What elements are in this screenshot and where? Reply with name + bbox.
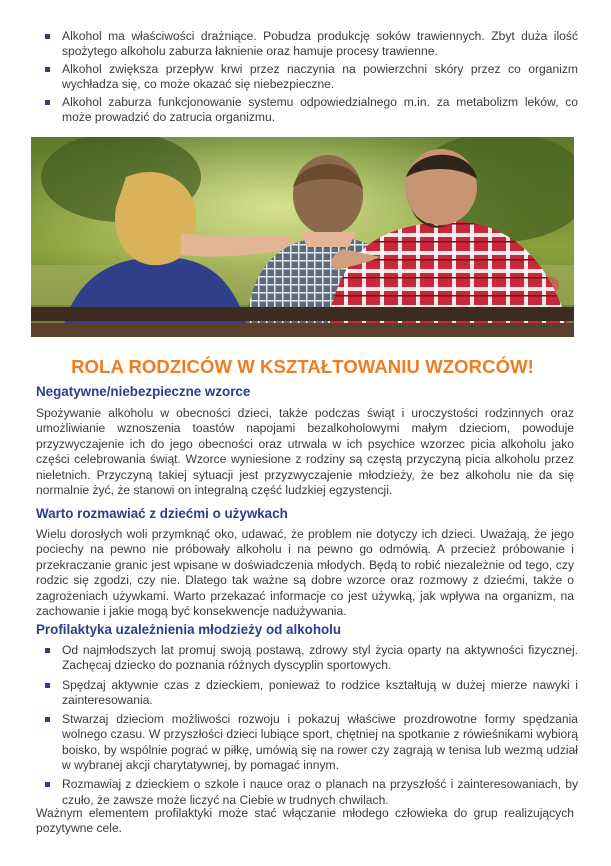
list-item: Alkohol zwiększa przepływ krwi przez naczynia na powierzchni skóry przez co organizm wychładza się, co może okazać się niebezpieczne. xyxy=(36,62,578,92)
alcohol-effects-list xyxy=(36,29,578,128)
list-item: Od najmłodszych lat promuj swoją postawą, zdrowy styl życia oparty na aktywności fizycznej. Zachęcaj dziecko do poznania różnych dyscyplin sportowych. xyxy=(36,643,578,674)
section-text-talk: Wielu dorosłych woli przymknąć oko, udawać, że problem nie dotyczy ich dzieci. Uważają, że jego pociechy na pewno nie próbowały alkoholu i na pewno go odmówią. A przecież próbowanie i przekraczanie granic jest wpisane w doświadczenia młodych. Będą to robić niezależnie od tego, czy rodzic się zgodzi, czy nie. Dlatego tak ważne są dobre wzorce oraz rozmowy z dziećmi, także o zagrożeniach używkami. Warto przekazać informacje co jest używką, jak wpływa na organizm, na zachowanie i jakie mogą być konsekwencje nadużywania. xyxy=(36,527,574,619)
list-item: Alkohol zaburza funkcjonowanie systemu odpowiedzialnego m.in. za metabolizm leków, co może prowadzić do zatrucia organizmu. xyxy=(36,95,578,125)
square-bullet-icon xyxy=(45,782,50,787)
square-bullet-icon xyxy=(45,67,50,72)
square-bullet-icon xyxy=(45,648,50,653)
list-item: Alkohol ma właściwości drażniące. Pobudza produkcję soków trawiennych. Zbyt duża ilość spożytego alkoholu zaburza łaknienie oraz hamuje procesy trawienne. xyxy=(36,29,578,59)
page-title: ROLA RODZICÓW W KSZTAŁTOWANIU WZORCÓW! xyxy=(71,356,534,377)
closing-text: Ważnym elementem profilaktyki może stać włączanie młodego człowieka do grup realizujących pozytywne cele. xyxy=(36,806,574,836)
square-bullet-icon xyxy=(45,683,50,688)
square-bullet-icon xyxy=(45,34,50,39)
list-item: Stwarzaj dzieciom możliwości rozwoju i pokazuj właściwe prozdrowotne formy spędzania wolnego czasu. W przyszłości dzieci lubiące sport, chętniej na spotkanie z rówieśnikami wybiorą boisko, by wspólnie pograć w piłkę, umówią się na rower czy zagrają w tenisa lub wezmą udział w wybranej akcji charytatywnej, by pomagać innym. xyxy=(36,712,578,773)
list-item: Rozmawiaj z dzieckiem o szkole i nauce oraz o planach na przyszłość i zainteresowaniach, by czuło, że zawsze może liczyć na Ciebie w trudnych chwilach. xyxy=(36,777,578,808)
list-item: Spędzaj aktywnie czas z dzieckiem, ponieważ to rodzice kształtują w dużej mierze nawyki i zainteresowania. xyxy=(36,678,578,709)
section-heading-prevention: Profilaktyka uzależnienia młodzieży od alkoholu xyxy=(36,622,342,637)
section-heading-negative: Negatywne/niebezpieczne wzorce xyxy=(36,384,251,399)
prevention-list xyxy=(36,643,578,812)
section-heading-talk: Warto rozmawiać z dziećmi o używkach xyxy=(36,506,288,521)
family-photo xyxy=(31,137,574,337)
section-text-negative: Spożywanie alkoholu w obecności dzieci, także podczas świąt i uroczystości rodzinnych oraz umożliwianie wznoszenia toastów napojami bezalkoholowymi małym dzieciom, powoduje przyzwyczajenie ich do jego obecności oraz utrwala w ich psychice wzorzec picia alkoholu jako części celebrowania świąt. Wzorce wyniesione z rodziny są częstą przyczyną picia alkoholu przez nieletnich. Przyczyną takiej sytuacji jest przyzwyczajenie młodzieży, że bez alkoholu nie da się normalnie żyć, że stanowi on integralną część ludzkiej egzystencji. xyxy=(36,406,574,498)
square-bullet-icon xyxy=(45,717,50,722)
square-bullet-icon xyxy=(45,100,50,105)
